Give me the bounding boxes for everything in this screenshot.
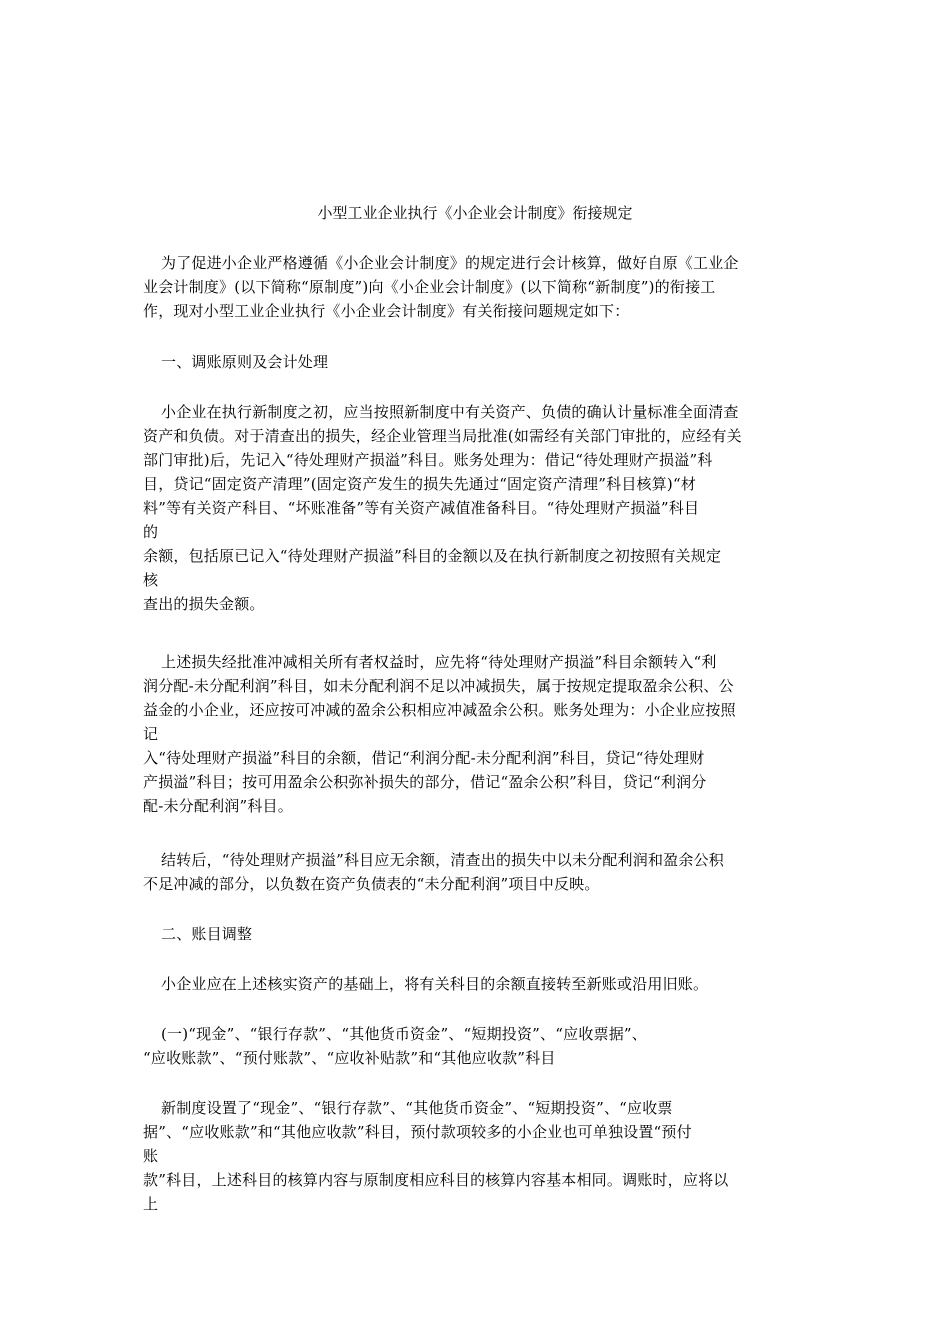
text-line: 小企业应在上述核实资产的基础上，将有关科目的余额直接转至新账或沿用旧账。: [161, 975, 709, 993]
text-line: 业会计制度》(以下简称“原制度”)向《小企业会计制度》(以下简称“新制度”)的衔接工: [143, 278, 716, 296]
subsection-heading: [143, 1022, 807, 1070]
paragraph: [143, 400, 807, 616]
text-line: 部门审批)后，先记入“待处理财产损溢”科目。账务处理为：借记“待处理财产损溢”科: [143, 451, 713, 469]
text-line: 为了促进小企业严格遵循《小企业会计制度》的规定进行会计核算，做好自原《工业企: [161, 254, 739, 272]
paragraph: [143, 1096, 807, 1216]
text-line: 产损溢”科目；按可用盈余公积弥补损失的部分，借记“盈余公积”科目，贷记“利润分: [143, 773, 707, 791]
section-heading-2: [143, 922, 807, 946]
text-line: 料”等有关资产科目、“坏账准备”等有关资产减值准备科目。“待处理财产损溢”科目: [143, 499, 700, 517]
text-line: 据”、“应收账款”和“其他应收款”科目，预付款项较多的小企业也可单独设置“预付: [143, 1123, 692, 1141]
text-line: 核: [143, 571, 159, 589]
section-heading-1: [143, 350, 807, 374]
text-line: 款”科目，上述科目的核算内容与原制度相应科目的核算内容基本相同。调账时，应将以: [143, 1171, 729, 1189]
text-line: 益金的小企业，还应按可冲减的盈余公积相应冲减盈余公积。账务处理为：小企业应按照: [143, 701, 736, 719]
text-line: 的: [143, 523, 159, 541]
paragraph: [143, 972, 807, 996]
text-line: 不足冲减的部分，以负数在资产负债表的“未分配利润”项目中反映。: [143, 875, 600, 893]
document-title: 小型工业企业执行《小企业会计制度》衔接规定: [317, 204, 633, 222]
paragraph: [143, 848, 807, 896]
paragraph: [143, 650, 807, 818]
text-line: 查出的损失金额。: [143, 595, 265, 613]
text-line: 账: [143, 1147, 159, 1165]
text-line: “应收账款”、“预付账款”、“应收补贴款”和“其他应收款”科目: [143, 1049, 556, 1067]
text-line: 资产和负债。对于清查出的损失，经企业管理当局批准(如需经有关部门审批的，应经有关: [143, 427, 742, 445]
text-line: 目，贷记“固定资产清理”(固定资产发生的损失先通过“固定资产清理”科目核算)“材: [143, 475, 697, 493]
text-line: 上述损失经批准冲减相关所有者权益时，应先将“待处理财产损溢”科目余额转入“利: [161, 653, 717, 671]
text-line: 新制度设置了“现金”、“银行存款”、“其他货币资金”、“短期投资”、“应收票: [161, 1099, 673, 1117]
text-line: 配-未分配利润”科目。: [143, 797, 293, 815]
heading-text: 二、账目调整: [161, 925, 253, 943]
text-line: 记: [143, 725, 159, 743]
text-line: (一)“现金”、“银行存款”、“其他货币资金”、“短期投资”、“应收票据”、: [161, 1025, 647, 1043]
text-line: 作，现对小型工业企业执行《小企业会计制度》有关衔接问题规定如下：: [143, 302, 630, 320]
text-line: 入“待处理财产损溢”科目的余额，借记“利润分配-未分配利润”科目，贷记“待处理财: [143, 749, 705, 767]
text-line: 润分配-未分配利润”科目，如未分配利润不足以冲减损失，属于按规定提取盈余公积、公: [143, 677, 734, 695]
heading-text: 一、调账原则及会计处理: [161, 353, 329, 371]
intro-paragraph: [143, 251, 807, 323]
text-line: 结转后，“待处理财产损溢”科目应无余额，清查出的损失中以未分配利润和盈余公积: [161, 851, 724, 869]
text-line: 小企业在执行新制度之初，应当按照新制度中有关资产、负债的确认计量标准全面清查: [161, 403, 739, 421]
text-line: 余额，包括原已记入“待处理财产损溢”科目的金额以及在执行新制度之初按照有关规定: [143, 547, 722, 565]
text-line: 上: [143, 1195, 159, 1213]
